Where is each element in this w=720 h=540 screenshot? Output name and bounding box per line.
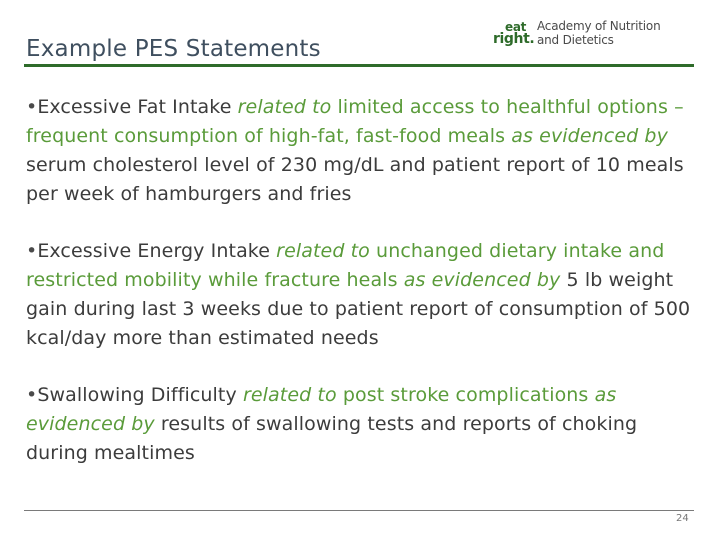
pes-statement-1 [26, 93, 698, 209]
etiology-text: limited access to healthful options – frequent consumption of high-fat, fast-food meals [26, 96, 684, 147]
bullet-marker: • [26, 384, 38, 406]
problem-text: Excessive Energy Intake [37, 240, 277, 262]
pes-statement-3 [26, 381, 698, 468]
pes-statement-list [26, 93, 698, 496]
etiology-text: post stroke complications [336, 384, 595, 406]
logo-org-line2: and Dietetics [537, 33, 614, 47]
problem-text: Excessive Fat Intake [37, 96, 238, 118]
signs-symptoms-text: serum cholesterol level of 230 mg/dL and patient report of 10 meals per week of hamburgers and fries [26, 154, 684, 205]
problem-text: Swallowing Difficulty [37, 384, 243, 406]
academy-logo [493, 18, 661, 50]
etiology-text: unchanged dietary intake and restricted mobility while fracture heals [26, 240, 665, 291]
pes-statement-2 [26, 237, 698, 353]
bullet-marker: • [26, 240, 38, 262]
bullet-marker: • [26, 96, 38, 118]
as-evidenced-by-phrase: as evidenced by [511, 125, 668, 147]
signs-symptoms-text: 5 lb weight gain during last 3 weeks due to patient report of consumption of 500 kcal/day more than estimated needs [26, 269, 691, 349]
signs-symptoms-text: results of swallowing tests and reports of choking during mealtimes [26, 413, 638, 464]
page-number: 24 [676, 513, 689, 524]
as-evidenced-by-phrase: as evidenced by [26, 384, 617, 435]
related-to-phrase: related to [242, 384, 337, 406]
related-to-phrase: related to [237, 96, 332, 118]
title-underline [24, 64, 694, 67]
slide-title: Example PES Statements [26, 36, 321, 62]
logo-eat-text: eat [505, 20, 527, 34]
related-to-phrase: related to [276, 240, 370, 262]
logo-right-text: right. [493, 31, 535, 47]
as-evidenced-by-phrase: as evidenced by [403, 269, 561, 291]
logo-org-line1: Academy of Nutrition [537, 19, 661, 33]
footer-divider [24, 510, 694, 511]
